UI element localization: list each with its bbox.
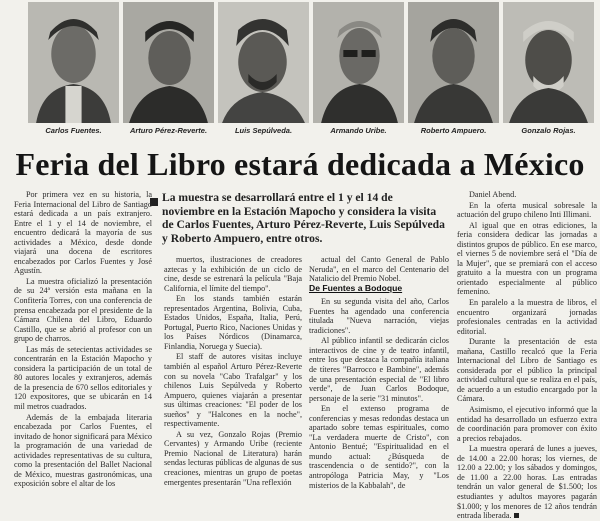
portrait-strip (28, 2, 594, 138)
article-column-2 (164, 255, 302, 486)
article-column-4 (457, 190, 597, 521)
portrait-caption: Arturo Pérez-Reverte. (129, 126, 208, 135)
paragraph: En el extenso programa de conferencias y mesas redondas destaca un apartado sobre temas espirituales, como "La verdadera muerte de Cristo", con Antonio Bentué; "Espiritualidad en el mundo actual: ¿Búsqueda de trascendencia o de sentido?", con la antropóloga Patricia May, y "Los misterios de la Kabbalah", de (309, 404, 449, 490)
portrait-photo (408, 2, 499, 123)
portrait-photo (218, 2, 309, 123)
paragraph: En la oferta musical sobresale la actuación del grupo chileno Inti Illimani. (457, 200, 597, 220)
portrait-photo (28, 2, 119, 123)
portrait-caption: Luis Sepúlveda. (234, 126, 293, 135)
portrait-sepulveda (218, 2, 309, 138)
paragraph: El staff de autores visitas incluye también al español Arturo Pérez-Reverte con su novela "Cabo Trafalgar" y los chilenos Luis Sepúlveda y Roberto Ampuero, quienes viajarán a presentar sus últimas creaciones: "El poder de los sueños" y "Halcones en la noche", respectivamente. (164, 352, 302, 429)
headline: Feria del Libro estará dedicada a México (15, 146, 585, 182)
paragraph-text: La muestra operará de lunes a jueves, de 14.00 a 22.00 horas; los viernes, de 12.00 a 22.00; y los sábados y domingos, de 11.00 a 22.00 horas. Las entradas tendrán un valor general de $1.500; los estudiantes y adultos mayores pagarán $1.000; y los menores de 12 años tendrán entrada liberada. (457, 444, 597, 521)
section-subhead: De Fuentes a Bodoque (309, 282, 403, 293)
portrait-ampuero (408, 2, 499, 138)
paragraph: muertos, ilustraciones de creadores aztecas y la exhibición de un ciclo de cine, desde se estrenará la película "Baja California, el límite del tiempo". (164, 255, 302, 293)
end-of-article-mark (514, 513, 519, 518)
paragraph: En su segunda visita del año, Carlos Fuentes ha agendado una conferencia titulada "Nueva narración, viejas tradiciones". (309, 297, 449, 335)
portrait-fuentes (28, 2, 119, 138)
paragraph: Durante la presentación de esta mañana, Castillo recalcó que la Feria Internacional del Libro de Santiago es considerada por el público la principal actividad cultural que se realiza en el país, de acuerdo a un estudio encargado por la Cámara. (457, 337, 597, 404)
portrait-uribe (313, 2, 404, 138)
paragraph: En paralelo a la muestra de libros, el encuentro organizará jornadas profesionales centradas en la actividad editorial. (457, 298, 597, 336)
article-column-1 (14, 190, 152, 489)
paragraph: Por primera vez en su historia, la Feria Internacional del Libro de Santiago estará dedicada a un país extranjero. Entre el 1 y el 14 de noviembre, el encuentro dedicará la mayoría de sus actividades a México, desde donde viajará una docena de escritores encabezados por Carlos Fuentes y José Agustín. (14, 190, 152, 276)
portrait-photo (503, 2, 594, 123)
portrait-rojas (503, 2, 594, 138)
paragraph: Asimismo, el ejecutivo informó que la entidad ha desarrollado un esfuerzo extra de coordinación para promover con éxito a precios rebajados. (457, 405, 597, 443)
paragraph: En los stands también estarán representados Argentina, Bolivia, Cuba, Estados Unidos, España, Italia, Perú, Portugal, Puerto Rico, Naciones Unidas y los Países Nórdicos (Dinamarca, Finlandia, Noruega y Suecia). (164, 294, 302, 351)
paragraph: Daniel Abend. (469, 190, 517, 199)
paragraph: Las más de setecientas actividades se concentrarán en la Estación Mapocho y considera la participación de un total de 80 autores locales y extranjeros, además de la presencia de 670 sellos editoriales y 120 expositores, que se ubicarán en 14 mil metros cuadrados. (14, 344, 152, 412)
paragraph (457, 444, 597, 520)
portrait-caption: Armando Uribe. (330, 126, 387, 135)
portrait-caption: Carlos Fuentes. (45, 126, 102, 135)
paragraph: La muestra oficializó la presentación de su 24ª versión esta mañana en la Confitería Torres, con una conferencia de prensa encabezada por el presidente de la Cámara Chilena del Libro, Eduardo Castillo, que se abrió al profesor con un grupo de charros. (14, 276, 152, 344)
article-column-3 (309, 255, 449, 490)
portrait-perez-reverte (123, 2, 214, 138)
portrait-photo (313, 2, 404, 123)
paragraph: Al igual que en otras ediciones, la feria considera dedicar las jornadas a distintos grupos de público. En ese marco, el viernes 5 de noviembre será el "Día de la Mujer", que se premiará con el acceso gratuito a la muestra con un programa orientado especialmente al público femenino. (457, 220, 597, 297)
paragraph: Al público infantil se dedicarán ciclos interactivos de cine y de teatro infantil, entre los que destaca la compañía italiana de títeres "Barrocco e Bambine", además de una presentación especial de "El libro verde", de Juan Carlos Bodoque, personaje de la serie "31 minutos". (309, 336, 449, 403)
deck: La muestra se desarrollará entre el 1 y el 14 de noviembre en la Estación Mapocho y considera la visita de Carlos Fuentes, Arturo Pérez-Reverte, Luis Sepúlveda y Roberto Ampuero, entre otros. (162, 191, 445, 245)
paragraph: Además de la embajada literaria encabezada por Carlos Fuentes, el invitado de honor significará para México la programación de una variedad de actividades representativas de su cultura, como la presentación del Ballet Nacional de México, muestras gastronómicas, una exposición sobre el altar de los (14, 412, 152, 489)
portrait-caption: Gonzalo Rojas. (521, 126, 576, 135)
portrait-caption: Roberto Ampuero. (420, 126, 487, 135)
portrait-photo (123, 2, 214, 123)
paragraph: A su vez, Gonzalo Rojas (Premio Cervantes) y Armando Uribe (reciente Premio Nacional de Literatura) harán sendas lecturas públicas de algunas de sus creaciones, mientras un grupo de poetas emergentes presentarán "Una reflexión (164, 429, 302, 487)
paragraph: actual del Canto General de Pablo Neruda", en el marco del Centenario del Natalicio del Premio Nobel. (309, 255, 449, 284)
